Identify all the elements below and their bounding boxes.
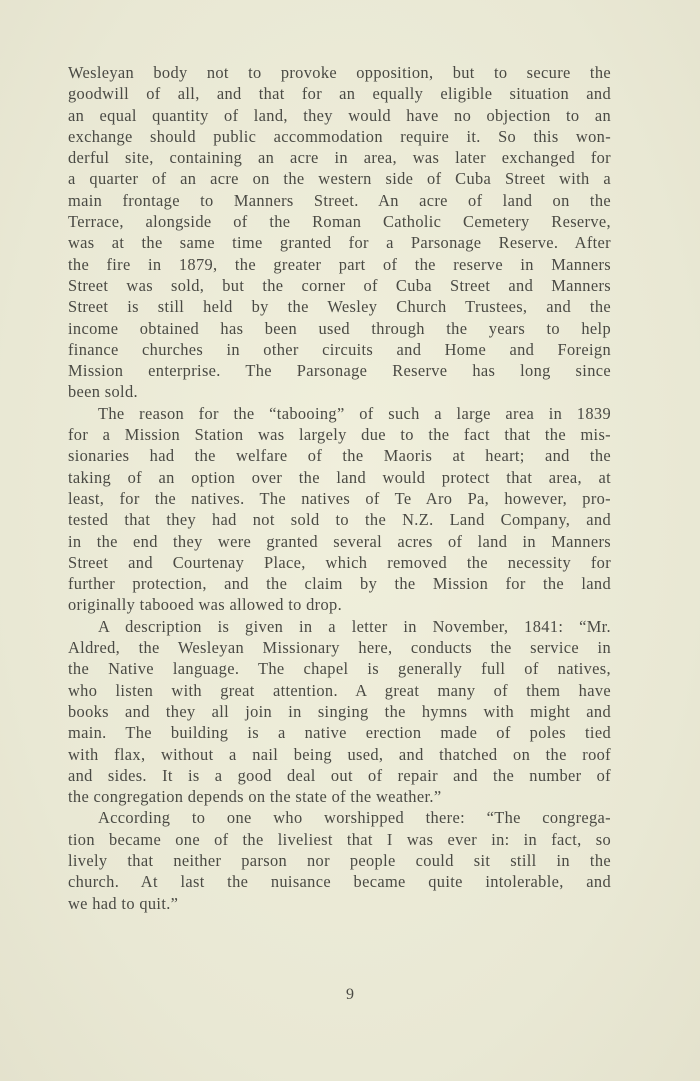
text-line: further protection, and the claim by the Mission for the land <box>68 574 611 594</box>
text-line: main frontage to Manners Street. An acre of land on the <box>68 190 611 210</box>
text-line: for a Mission Station was largely due to the fact that the mis- <box>68 425 611 445</box>
text-line: who listen with great attention. A great many of them have <box>68 680 611 700</box>
text-line: lively that neither parson nor people could sit still in the <box>68 850 611 870</box>
paragraph-3 <box>68 616 611 808</box>
text-line: main. The building is a native erection made of poles tied <box>68 723 611 743</box>
text-line: exchange should public accommodation require it. So this won- <box>68 126 611 146</box>
text-line: income obtained has been used through the years to help <box>68 318 611 338</box>
text-line: been sold. <box>68 382 138 402</box>
text-line: an equal quantity of land, they would have no objection to an <box>68 105 611 125</box>
text-line: According to one who worshipped there: “The congrega- <box>98 808 611 828</box>
text-line: with flax, without a nail being used, and thatched on the roof <box>68 744 611 764</box>
text-line: the fire in 1879, the greater part of the reserve in Manners <box>68 254 611 274</box>
text-line: tested that they had not sold to the N.Z. Land Company, and <box>68 510 611 530</box>
paragraph-1 <box>68 62 611 403</box>
paragraph-4 <box>68 807 611 913</box>
page-number: 9 <box>346 986 354 1003</box>
text-line: in the end they were granted several acres of land in Manners <box>68 531 611 551</box>
paragraph-2 <box>68 403 611 616</box>
text-line: the congregation depends on the state of the weather.” <box>68 787 442 807</box>
text-line: sionaries had the welfare of the Maoris at heart; and the <box>68 446 611 466</box>
text-line: originally tabooed was allowed to drop. <box>68 595 343 615</box>
text-line: church. At last the nuisance became quite intolerable, and <box>68 872 611 892</box>
text-line: goodwill of all, and that for an equally eligible situation and <box>68 84 611 104</box>
text-line: tion became one of the liveliest that I was ever in: in fact, so <box>68 829 611 849</box>
text-line: The reason for the “tabooing” of such a large area in 1839 <box>98 403 611 423</box>
text-line: A description is given in a letter in November, 1841: “Mr. <box>98 616 611 636</box>
text-line: Terrace, alongside of the Roman Catholic Cemetery Reserve, <box>68 212 611 232</box>
text-line: least, for the natives. The natives of Te Aro Pa, however, pro- <box>68 488 611 508</box>
text-line: Street is still held by the Wesley Church Trustees, and the <box>68 297 611 317</box>
text-line: derful site, containing an acre in area, was later exchanged for <box>68 148 611 168</box>
text-line: we had to quit.” <box>68 893 179 913</box>
body-text <box>68 62 611 914</box>
text-line: Aldred, the Wesleyan Missionary here, conducts the service in <box>68 638 611 658</box>
text-line: was at the same time granted for a Parsonage Reserve. After <box>68 233 611 253</box>
text-line: taking of an option over the land would protect that area, at <box>68 467 611 487</box>
text-line: Street and Courtenay Place, which removed the necessity for <box>68 552 611 572</box>
text-line: finance churches in other circuits and Home and Foreign <box>68 339 611 359</box>
text-line: and sides. It is a good deal out of repair and the number of <box>68 765 611 785</box>
text-line: Wesleyan body not to provoke opposition, but to secure the <box>68 63 611 82</box>
text-line: Mission enterprise. The Parsonage Reserve has long since <box>68 361 611 381</box>
text-line: Street was sold, but the corner of Cuba Street and Manners <box>68 275 611 295</box>
text-line: the Native language. The chapel is generally full of natives, <box>68 659 611 679</box>
text-line: a quarter of an acre on the western side of Cuba Street with a <box>68 169 611 189</box>
text-line: books and they all join in singing the hymns with might and <box>68 701 611 721</box>
